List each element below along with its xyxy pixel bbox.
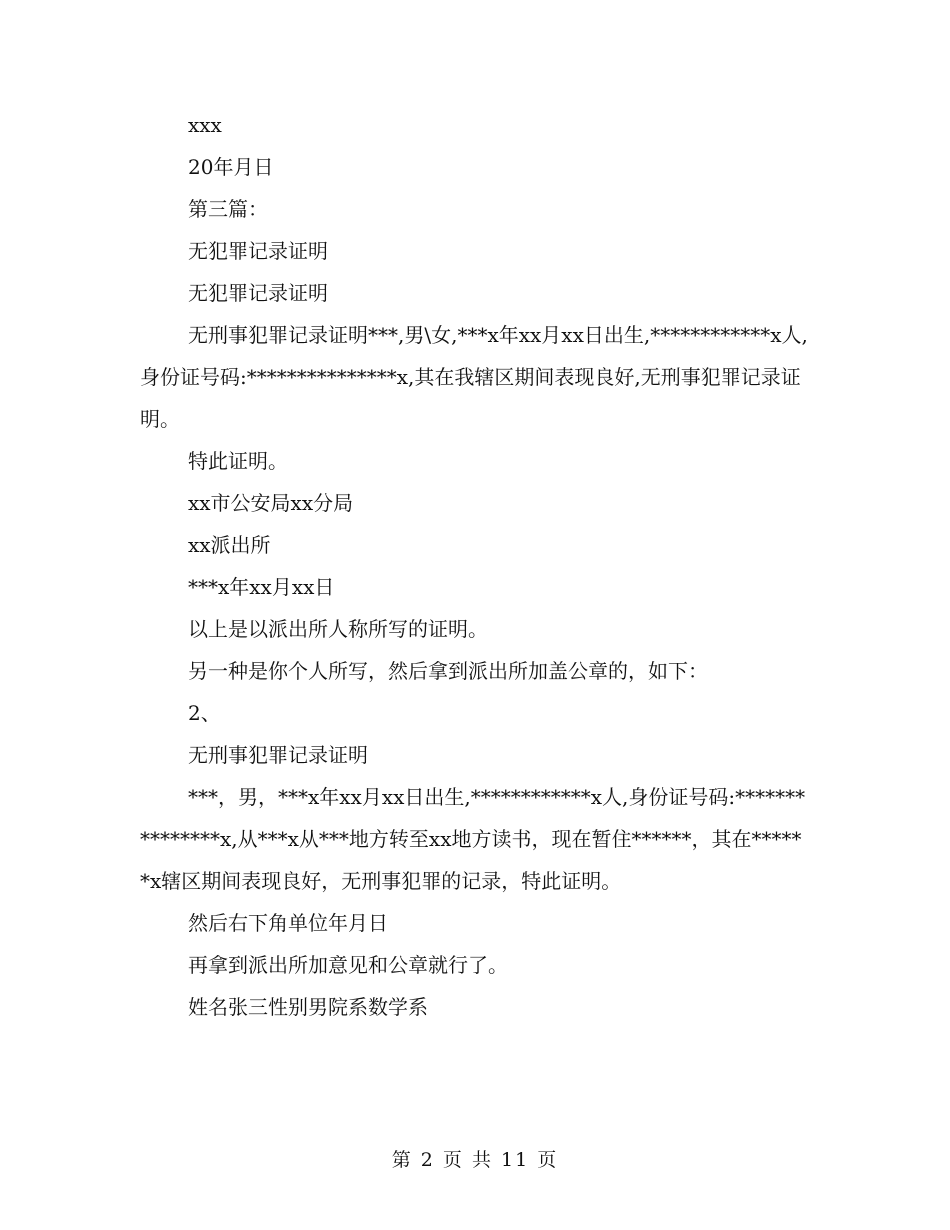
page-number-footer: 第 2 页 共 11 页 [391,1149,559,1171]
certificate-subtitle: 无犯罪记录证明 [188,281,328,305]
signature-name: xxx [188,113,222,137]
personal-info-line: 姓名张三性别男院系数学系 [188,995,428,1019]
certificate-body-2: ***，男，***x年xx月xx日出生,************x人,身份证号码:***************x,从***x从***地方转至xx地方读书，现在暂住******，其在******x辖区期间表现良好，无刑事犯罪的记录，特此证明。 [140,785,806,893]
certificate-body: 无刑事犯罪记录证明***,男\女,***x年xx月xx日出生,************x人,身份证号码:***************x,其在我辖区期间表现良好,无刑事犯罪记录证明。 [140,323,808,431]
certificate-title-2: 无刑事犯罪记录证明 [188,743,368,767]
document-body [140,104,810,1028]
section-heading: 第三篇： [188,197,268,221]
certificate-closing: 特此证明。 [188,449,288,473]
explanation-paragraph: 以上是以派出所人称所写的证明。 [188,617,488,641]
item-number: 2、 [188,701,221,725]
issue-date: ***x年xx月xx日 [188,575,335,599]
issuer-station: xx派出所 [188,533,271,557]
signature-instruction: 然后右下角单位年月日 [188,911,388,935]
certificate-title: 无犯罪记录证明 [188,239,328,263]
stamp-instruction: 再拿到派出所加意见和公章就行了。 [188,953,508,977]
signature-date: 20年月日 [188,155,274,179]
issuer-bureau: xx市公安局xx分局 [188,491,354,515]
alternative-intro: 另一种是你个人所写，然后拿到派出所加盖公章的，如下： [188,659,708,683]
